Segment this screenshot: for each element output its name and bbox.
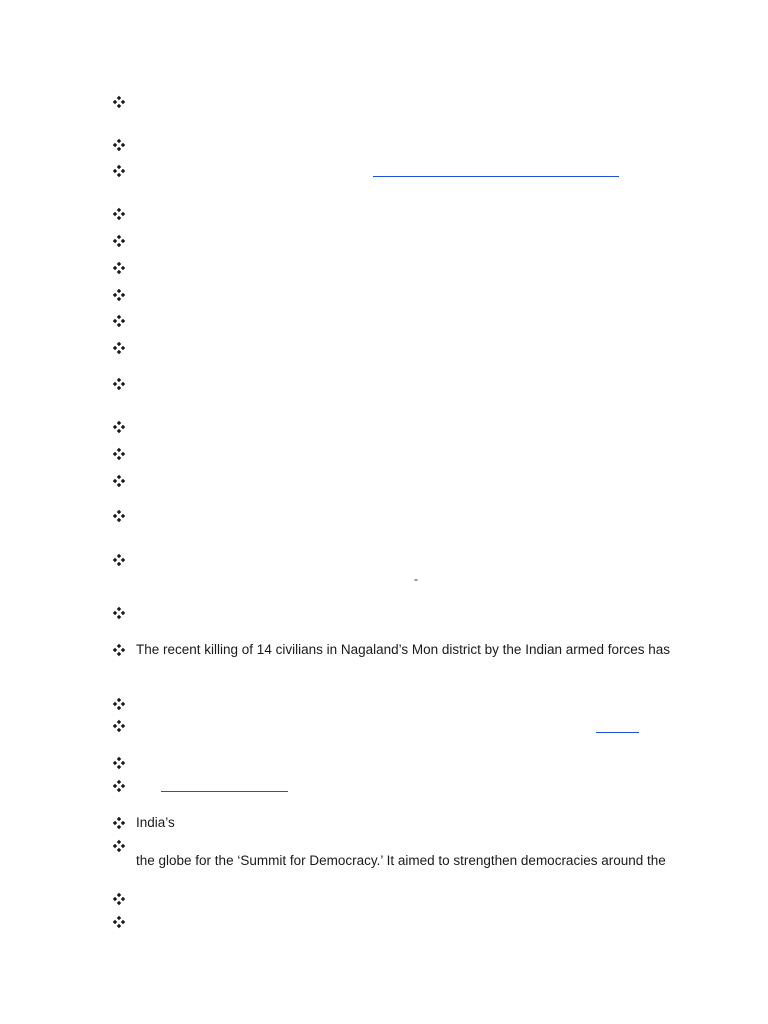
four-diamond-bullet-icon <box>112 234 126 248</box>
hyperlink-2[interactable] <box>596 732 639 733</box>
four-diamond-bullet-icon <box>112 474 126 488</box>
four-diamond-bullet-icon <box>112 756 126 770</box>
text-line-summit: the globe for the ‘Summit for Democracy.’ It aimed to strengthen democracies around the <box>136 853 666 868</box>
four-diamond-bullet-icon <box>112 779 126 793</box>
four-diamond-bullet-icon <box>112 288 126 302</box>
four-diamond-bullet-icon <box>112 839 126 853</box>
four-diamond-bullet-icon <box>112 341 126 355</box>
hyperlink-1[interactable] <box>373 176 619 177</box>
four-diamond-bullet-icon <box>112 261 126 275</box>
four-diamond-bullet-icon <box>112 606 126 620</box>
four-diamond-bullet-icon <box>112 697 126 711</box>
four-diamond-bullet-icon <box>112 915 126 929</box>
four-diamond-bullet-icon <box>112 719 126 733</box>
four-diamond-bullet-icon <box>112 447 126 461</box>
four-diamond-bullet-icon <box>112 138 126 152</box>
four-diamond-bullet-icon <box>112 377 126 391</box>
four-diamond-bullet-icon <box>112 164 126 178</box>
four-diamond-bullet-icon <box>112 816 126 830</box>
hyperlink-3[interactable] <box>161 791 288 792</box>
four-diamond-bullet-icon <box>112 553 126 567</box>
text-line-india: India’s <box>136 815 175 830</box>
four-diamond-bullet-icon <box>112 509 126 523</box>
dash-mark: - <box>414 572 418 586</box>
four-diamond-bullet-icon <box>112 892 126 906</box>
text-line-nagaland: The recent killing of 14 civilians in Nagaland’s Mon district by the Indian armed forces has <box>136 642 671 657</box>
four-diamond-bullet-icon <box>112 207 126 221</box>
four-diamond-bullet-icon <box>112 420 126 434</box>
four-diamond-bullet-icon <box>112 643 126 657</box>
four-diamond-bullet-icon <box>112 95 126 109</box>
four-diamond-bullet-icon <box>112 314 126 328</box>
